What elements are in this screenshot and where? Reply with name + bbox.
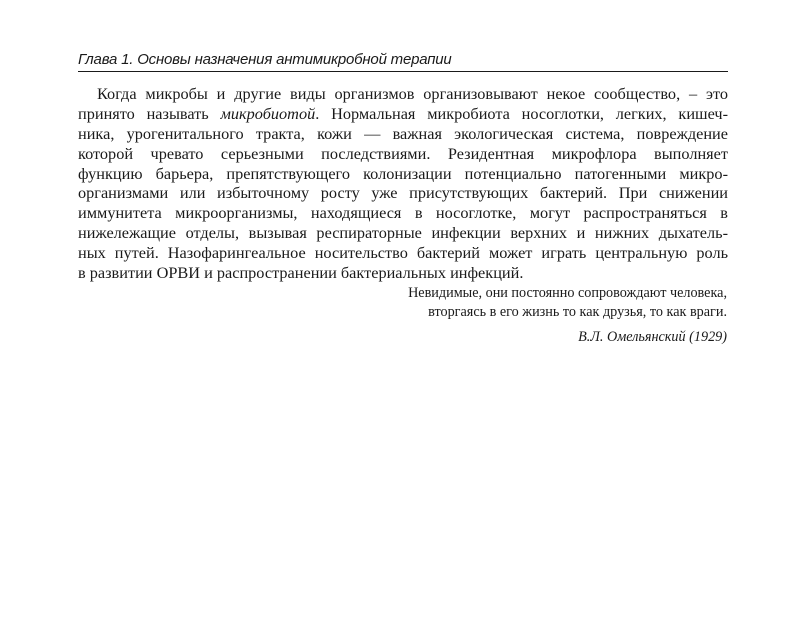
- running-header: [78, 50, 728, 72]
- text-run: ника, урогенитального тракта, кожи — важная экологическая система, повреждение: [78, 123, 728, 143]
- text-run: нижележащие отделы, вызывая респираторные инфекции верхних и нижних дыхатель-: [78, 223, 728, 243]
- main-paragraph: [78, 84, 728, 283]
- paragraph-line: [78, 223, 728, 243]
- epigraph-author: В.Л. Омельянский (1929): [578, 329, 727, 345]
- text-run: ных путей. Назофарингеальное носительство бактерий может играть центральную роль: [78, 243, 728, 263]
- paragraph-line: [78, 124, 728, 144]
- text-run: принято называть: [78, 103, 221, 123]
- paragraph-line: [78, 84, 728, 104]
- epigraph-line: вторгаясь в его жизнь то как друзья, то как враги.: [428, 304, 727, 320]
- text-run: Когда микробы и другие виды организмов организовывают некое сообщество, – это: [97, 84, 728, 103]
- chapter-title: Глава 1. Основы назначения антимикробной терапии: [78, 51, 452, 68]
- text-run: . Нормальная микробиота носоглотки, легких, кишеч-: [315, 103, 728, 123]
- epigraph: [300, 284, 727, 347]
- term-microbiota: микробиотой: [220, 103, 316, 123]
- paragraph-line: [78, 263, 728, 283]
- text-run: иммунитета микроорганизмы, находящиеся в носоглотке, могут распространяться в: [78, 203, 728, 223]
- text-run: организмами или избыточному росту уже присутствующих бактерий. При снижении: [78, 183, 728, 203]
- epigraph-line: Невидимые, они постоянно сопровождают человека,: [408, 285, 727, 301]
- header-divider: [78, 71, 728, 72]
- text-run: в развитии ОРВИ и распространении бактериальных инфекций.: [78, 263, 524, 283]
- paragraph-line: [78, 144, 728, 164]
- paragraph-line: [78, 243, 728, 263]
- paragraph-line: [78, 164, 728, 184]
- paragraph-line: [78, 203, 728, 223]
- text-run: которой чревато серьезными последствиями. Резидентная микрофлора выполняет: [78, 143, 728, 163]
- paragraph-line: [78, 104, 728, 124]
- text-run: функцию барьера, препятствующего колонизации потенциально патогенными микро-: [78, 163, 728, 183]
- paragraph-line: [78, 183, 728, 203]
